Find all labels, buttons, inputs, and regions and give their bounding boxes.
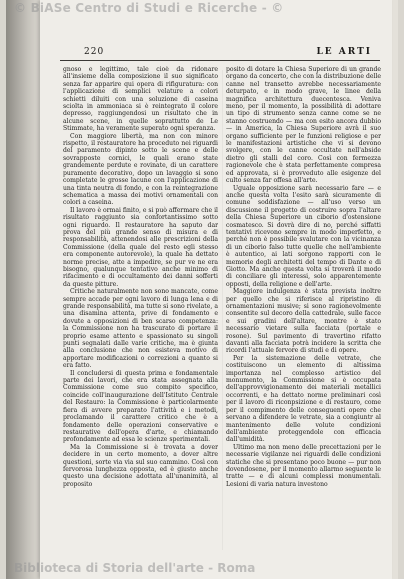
- watermark-bottom: Biblioteca di Storia dell'arte - Roma: [14, 561, 256, 575]
- running-title: LE ARTI: [316, 47, 372, 57]
- text-column-left: [63, 66, 218, 556]
- header-rule: [60, 60, 380, 61]
- paragraph: Uguale opposizione sarà necessario fare — e anche questa volta l'esito sarà sicuramente di comune soddisfazione — all'uso verso un discussione il progetto di costruire sopra l'altare della Chiesa Superiore un ciborio d'ostensione cosmatesco. Si dovrà dire di no, perché siffatti tentativi ricevono sempre in modo imperfetto, e perché non è possibile svalutare con la vicinanza di un ciborio falso tutte quelle che nell'ambiente è autentico, ai lati sorgono rapporti con le memorie degli architetti del tempo di Dante e di Giotto. Ma anche questa volta si troverà il modo di conciliare gli interessi, solo apparentemente opposti, della religione e dell'arte.: [226, 184, 381, 288]
- column-divider: [222, 70, 223, 550]
- text-column-right: [226, 66, 381, 556]
- paragraph: Ma la Commissione si è trovata a dover decidere in un certo momento, a dover altre questioni, sorte via via sul suo cammino. Così con fervorosa lunghezza opposta, ed è giusto anche questo una decisione adottata all'unanimità, al proposito: [63, 443, 218, 488]
- paragraph: Critiche naturalmente non sono mancate, come sempre accade per ogni lavoro di lunga lena e di grande responsabilità, ma tutte si sono rivelate, a una disamina attenta, prive di fondamento e dovute a opposizioni di ben scarso competenza: la Commissione non ha trascurato di portare il proprio esame attento e spassionato su singoli punti segnalati dalle varie critiche, ma è giunta alla conclusione che non esisteva motivo di apportare modificazioni o correzioni a quanto si era fatto.: [63, 288, 218, 370]
- paragraph: Il lavoro è ormai finito, e si può affermare che il risultato raggiunto sia confortantissimo sotto ogni riguardo. Il restauratore ha saputo dar prova del più grande senso di misura e di responsabilità, attenendosi alle prescrizioni della Commissione (della quale del resto egli stesso era componente autorevole), la quale ha dettato norme precise, atte a impedire, se pur ve ne era bisogno, qualunque tentativo anche minimo di rifacimento e di occultamento dei danni sofferti da queste pitture.: [63, 206, 218, 288]
- paragraph: Ultimo ma non meno delle precettazioni per le necessarie vigilanze nei riguardi delle condizioni statiche che si presentano poco buone — pur non dovendosene, per il momento allarmo seguente le tratte — e di alcuni complessi monumentali. Lesioni di varia natura investono: [226, 443, 381, 488]
- paragraph: Il concludersi di questa prima e fondamentale parte dei lavori, che era stata assegnata alla Commissione come suo compito specifico, coincide coll'inaugurazione dell'Istituto Centrale del Restauro: la Commissione è particolarmente fiera di avvere preparato l'attività e i metodi, proclamando il carattere critico che è a fondamento delle operazioni conservative e restaurative dell'opera d'arte, e chiamando profondamente ad essa le scienze sperimentali.: [63, 369, 218, 444]
- paragraph: posito di dotare la Chiesa Superiore di un grande organo da concerto, che con la distribuzione delle canne nel transetto avrebbe necessariamente deturpato, e in modo grave, le linee della magnifica architettura duecentesca. Veniva meno, per il momento, la possibilità di adottare un tipo di strumento senza canne come se ne stanno costruendo — ma con esito ancora dubbio — in America, la Chiesa Superiore avrà il suo organo sufficiente per le funzioni religiose e per le manifestazioni artistiche che vi si devono svolgere, con le canne occultate nell'abside dietro gli stalli del coro. Così con fermezza ragionevole che è stata perfettamente compresa ed approvata, si è provveduto alle esigenze del culto senza far offesa all'arte.: [226, 66, 381, 185]
- watermark-top: © BiASe Centro di Studi e Ricerche - ©: [14, 1, 284, 15]
- paragraph: gnoso e legittimo, tale cioè da ridonare all'insieme della composizione il suo significato senza far apparire qui opera di rifiguratura: con l'applicazione di semplici velature a colori schietti diluiti con una soluzione di caseina sciolta in ammoniaca si è reintegrato il colore depresso, raggiungendosi un risultato che in alcune scene, in quelle soprattutto de Le Stimmate, ha veramente superato ogni speranza.: [63, 66, 218, 133]
- page-header: [60, 47, 372, 61]
- page-number: 220: [84, 47, 105, 57]
- paragraph: Maggiore indulgenza è stata prevista inoltre per quello che si riferisce al ripristino di ornamentazioni musive; si sono ragionevolmente consentite sul decoro della cattedrale, sulle facce e sui gradini dell'altare, montre è stato necessario vietare sulla facciata (portale e rosone). Sul pavimento di travertino rifatto davanti alla facciata potrà incidere la scritta che ricordi l'attuale fervore di studi e di opere.: [226, 288, 381, 355]
- paragraph: Per la sistemazione delle vetrate, che costituiscono un elemento di altissima importanza nel complesso artistico del monumento, la Commissione si è occupata dell'approvvigionamento dei materiali metallici occorrenti, e ha dettato norme preliminari così per il lavoro di riconpsizione e di restauro, come per il compimento delle conseguenti opere che servano a difendere le vetrate, sia a congiuntr al mantenimento delle volute condizioni dell'ambiente proteggendole con efficacia dall'umidità.: [226, 354, 381, 444]
- paragraph: Con maggiore libertà, ma non con minore rispetto, il restauratore ha proceduto nei riguardi del paramento dipinto sotto le scene e delle sovrapposte cornici, le quali erano state grandemente perdute e rovinate, di un carattere puramente decorativo, dopo un lavaggio si sono completate le grosse lacune con l'applicazione di una tinta neutra di fondo, e con la reintegrazione schematica a massa dei motivi ornamentali con colori a caseina.: [63, 132, 218, 207]
